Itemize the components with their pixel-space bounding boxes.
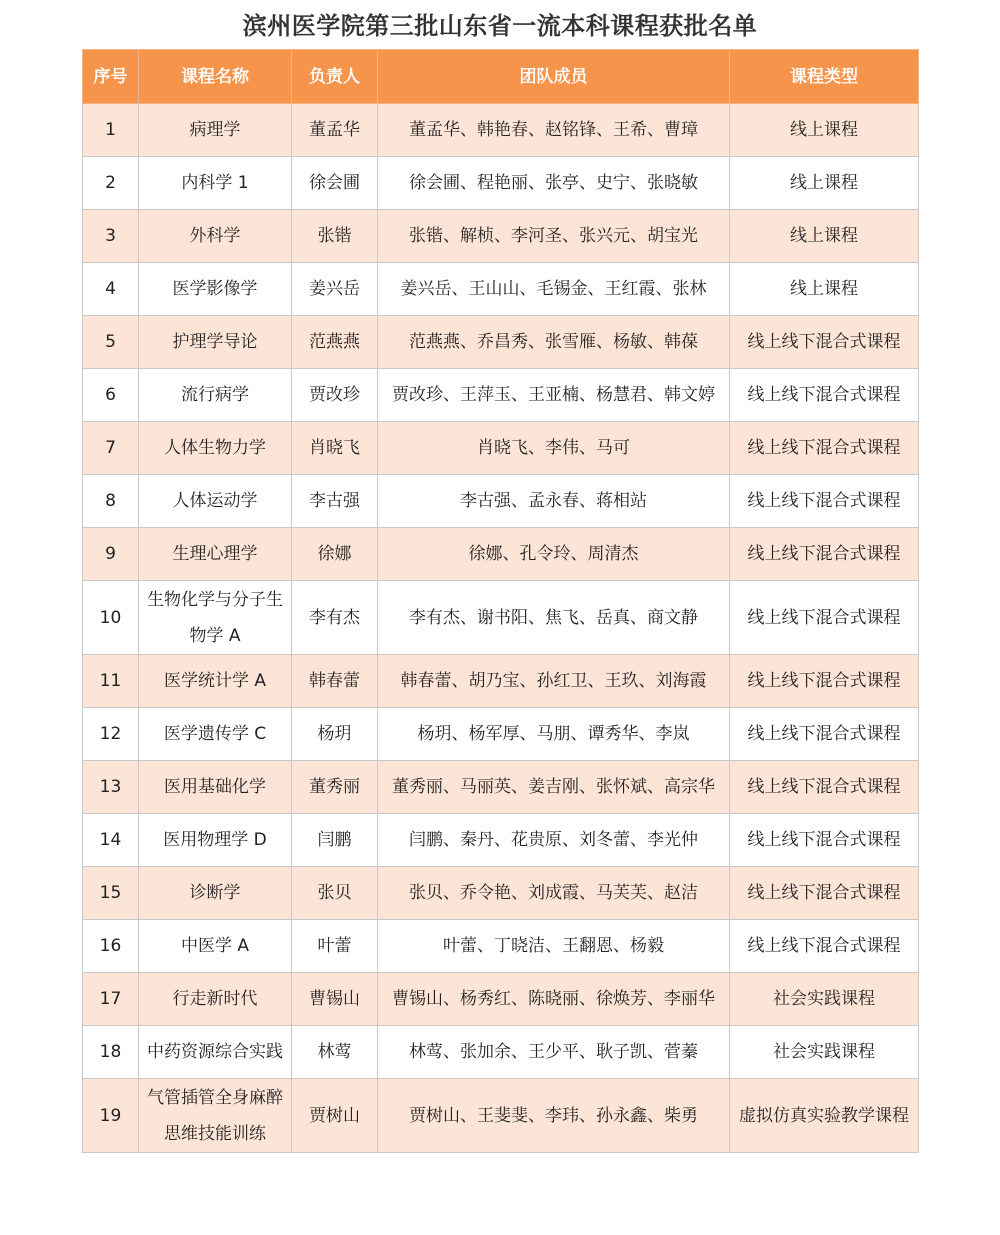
column-header-type: 课程类型 [730, 50, 919, 104]
table-row [83, 475, 919, 528]
cell-lead: 张锴 [292, 210, 378, 263]
cell-team: 李古强、孟永春、蒋相站 [378, 475, 730, 528]
cell-number: 9 [83, 528, 139, 581]
cell-type: 线上线下混合式课程 [730, 655, 919, 708]
table-row [83, 655, 919, 708]
cell-course-name: 人体生物力学 [139, 422, 292, 475]
table-header-row [83, 50, 919, 104]
cell-number: 5 [83, 316, 139, 369]
cell-course-name: 医学影像学 [139, 263, 292, 316]
cell-course-name: 医学遗传学 C [139, 708, 292, 761]
cell-course-name: 生理心理学 [139, 528, 292, 581]
cell-team: 徐会圃、程艳丽、张亭、史宁、张晓敏 [378, 157, 730, 210]
cell-course-name: 行走新时代 [139, 973, 292, 1026]
table-row [83, 528, 919, 581]
cell-course-name: 中药资源综合实践 [139, 1026, 292, 1079]
table-row [83, 761, 919, 814]
table-row [83, 316, 919, 369]
course-name-line: 物学 A [189, 625, 241, 646]
cell-team: 韩春蕾、胡乃宝、孙红卫、王玖、刘海霞 [378, 655, 730, 708]
column-header-number: 序号 [83, 50, 139, 104]
cell-type: 线上课程 [730, 263, 919, 316]
cell-course-name: 医用基础化学 [139, 761, 292, 814]
cell-number: 12 [83, 708, 139, 761]
cell-type: 线上课程 [730, 157, 919, 210]
cell-team: 贾改珍、王萍玉、王亚楠、杨慧君、韩文婷 [378, 369, 730, 422]
cell-course-name: 流行病学 [139, 369, 292, 422]
course-table [82, 49, 919, 1153]
column-header-team: 团队成员 [378, 50, 730, 104]
cell-course-name: 病理学 [139, 104, 292, 157]
cell-type: 线上线下混合式课程 [730, 316, 919, 369]
cell-course-name: 医用物理学 D [139, 814, 292, 867]
cell-team: 肖晓飞、李伟、马可 [378, 422, 730, 475]
cell-type: 线上课程 [730, 104, 919, 157]
cell-lead: 姜兴岳 [292, 263, 378, 316]
cell-type: 线上线下混合式课程 [730, 528, 919, 581]
cell-type: 社会实践课程 [730, 1026, 919, 1079]
cell-team: 闫鹏、秦丹、花贵原、刘冬蕾、李光仲 [378, 814, 730, 867]
table-row [83, 104, 919, 157]
cell-team: 林莺、张加余、王少平、耿子凯、菅蓁 [378, 1026, 730, 1079]
cell-course-name [139, 581, 292, 655]
cell-lead: 张贝 [292, 867, 378, 920]
cell-lead: 闫鹏 [292, 814, 378, 867]
cell-number: 1 [83, 104, 139, 157]
table-row [83, 973, 919, 1026]
cell-type: 社会实践课程 [730, 973, 919, 1026]
cell-lead: 李古强 [292, 475, 378, 528]
cell-team: 张贝、乔令艳、刘成霞、马芙芙、赵洁 [378, 867, 730, 920]
cell-team: 徐娜、孔令玲、周清杰 [378, 528, 730, 581]
cell-lead: 叶蕾 [292, 920, 378, 973]
cell-team: 张锴、解桢、李河圣、张兴元、胡宝光 [378, 210, 730, 263]
cell-lead: 韩春蕾 [292, 655, 378, 708]
cell-lead: 李有杰 [292, 581, 378, 655]
cell-type: 线上线下混合式课程 [730, 475, 919, 528]
cell-number: 3 [83, 210, 139, 263]
cell-number: 6 [83, 369, 139, 422]
cell-number: 10 [83, 581, 139, 655]
table-row [83, 867, 919, 920]
cell-number: 7 [83, 422, 139, 475]
table-row [83, 369, 919, 422]
cell-number: 13 [83, 761, 139, 814]
cell-number: 2 [83, 157, 139, 210]
cell-type: 线上线下混合式课程 [730, 422, 919, 475]
cell-team: 叶蕾、丁晓洁、王翻恩、杨毅 [378, 920, 730, 973]
cell-number: 19 [83, 1079, 139, 1153]
cell-number: 4 [83, 263, 139, 316]
cell-team: 姜兴岳、王山山、毛锡金、王红霞、张林 [378, 263, 730, 316]
cell-lead: 贾改珍 [292, 369, 378, 422]
cell-number: 17 [83, 973, 139, 1026]
table-row [83, 1026, 919, 1079]
table-row [83, 263, 919, 316]
course-name-line: 生物化学与分子生 [147, 589, 283, 610]
cell-type: 线上课程 [730, 210, 919, 263]
cell-course-name: 医学统计学 A [139, 655, 292, 708]
cell-type: 线上线下混合式课程 [730, 814, 919, 867]
table-row [83, 422, 919, 475]
cell-lead: 杨玥 [292, 708, 378, 761]
cell-course-name: 人体运动学 [139, 475, 292, 528]
cell-lead: 曹锡山 [292, 973, 378, 1026]
table-row [83, 920, 919, 973]
cell-course-name: 护理学导论 [139, 316, 292, 369]
column-header-lead: 负责人 [292, 50, 378, 104]
cell-type: 虚拟仿真实验教学课程 [730, 1079, 919, 1153]
cell-lead: 肖晓飞 [292, 422, 378, 475]
cell-course-name: 内科学 1 [139, 157, 292, 210]
cell-lead: 范燕燕 [292, 316, 378, 369]
cell-type: 线上线下混合式课程 [730, 761, 919, 814]
cell-team: 李有杰、谢书阳、焦飞、岳真、商文静 [378, 581, 730, 655]
cell-type: 线上线下混合式课程 [730, 867, 919, 920]
table-row [83, 708, 919, 761]
cell-lead: 徐会圃 [292, 157, 378, 210]
table-row [83, 157, 919, 210]
cell-number: 11 [83, 655, 139, 708]
cell-lead: 徐娜 [292, 528, 378, 581]
cell-number: 14 [83, 814, 139, 867]
cell-course-name: 外科学 [139, 210, 292, 263]
cell-course-name [139, 1079, 292, 1153]
table-row [83, 814, 919, 867]
cell-team: 贾树山、王斐斐、李玮、孙永鑫、柴勇 [378, 1079, 730, 1153]
cell-course-name: 中医学 A [139, 920, 292, 973]
cell-team: 董秀丽、马丽英、姜吉刚、张怀斌、高宗华 [378, 761, 730, 814]
table-row [83, 210, 919, 263]
cell-number: 18 [83, 1026, 139, 1079]
cell-team: 范燕燕、乔昌秀、张雪雁、杨敏、韩葆 [378, 316, 730, 369]
cell-course-name: 诊断学 [139, 867, 292, 920]
course-name-line: 气管插管全身麻醉 [147, 1087, 283, 1108]
cell-type: 线上线下混合式课程 [730, 920, 919, 973]
cell-number: 16 [83, 920, 139, 973]
cell-type: 线上线下混合式课程 [730, 581, 919, 655]
cell-type: 线上线下混合式课程 [730, 369, 919, 422]
page-title: 滨州医学院第三批山东省一流本科课程获批名单 [242, 12, 758, 40]
cell-lead: 林莺 [292, 1026, 378, 1079]
course-name-line: 思维技能训练 [164, 1123, 266, 1144]
cell-type: 线上线下混合式课程 [730, 708, 919, 761]
cell-lead: 董孟华 [292, 104, 378, 157]
cell-team: 杨玥、杨军厚、马朋、谭秀华、李岚 [378, 708, 730, 761]
cell-number: 8 [83, 475, 139, 528]
cell-number: 15 [83, 867, 139, 920]
column-header-course-name: 课程名称 [139, 50, 292, 104]
table-row [83, 581, 919, 655]
cell-team: 曹锡山、杨秀红、陈晓丽、徐焕芳、李丽华 [378, 973, 730, 1026]
cell-lead: 贾树山 [292, 1079, 378, 1153]
table-row [83, 1079, 919, 1153]
cell-team: 董孟华、韩艳春、赵铭锋、王希、曹璋 [378, 104, 730, 157]
cell-lead: 董秀丽 [292, 761, 378, 814]
